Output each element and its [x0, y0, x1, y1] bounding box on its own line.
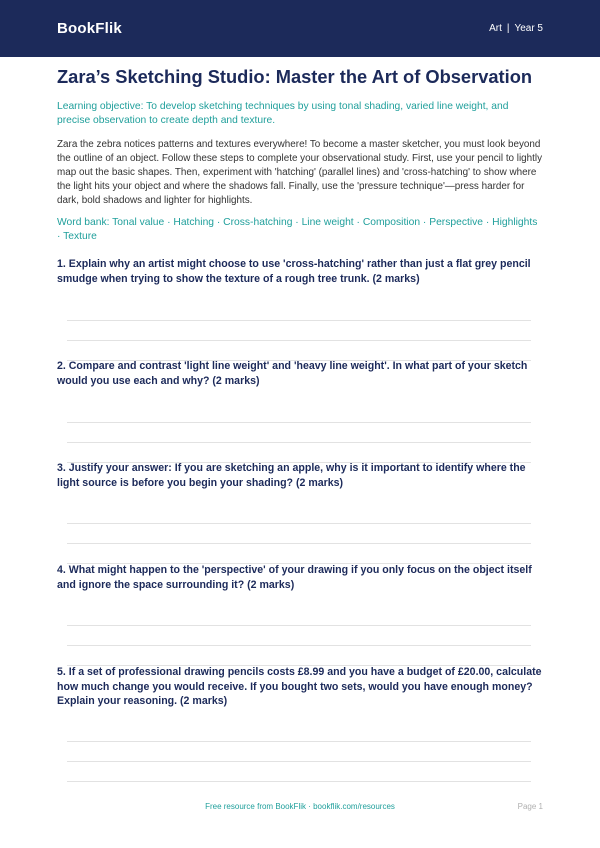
- answer-line[interactable]: [67, 645, 531, 646]
- year-label: Year 5: [514, 23, 543, 34]
- question-4: 4. What might happen to the 'perspective' of your drawing if you only focus on the object itself and ignore the space surrounding it? (2 marks): [57, 564, 532, 591]
- answer-line[interactable]: [67, 741, 531, 742]
- brand-logo: BookFlik: [57, 20, 122, 37]
- page-number: Page 1: [517, 802, 543, 811]
- page-title: Zara’s Sketching Studio: Master the Art of Observation: [57, 66, 533, 87]
- meta-separator: |: [506, 23, 510, 34]
- answer-line[interactable]: [67, 543, 531, 544]
- subject-meta: [489, 23, 543, 34]
- answer-line[interactable]: [67, 761, 531, 762]
- intro-paragraph: Zara the zebra notices patterns and textures everywhere! To become a master sketcher, you must look beyond the outline of an object. Follow these steps to complete your observational study. First, use your pencil to lightly map out the basic shapes. Then, experiment with 'hatching' (parallel lines) and 'cross-hatching' to show where the light hits your object and where the shadows fall. Finally, use the 'pressure technique'—press harder for dark, bold shadows and lighter for highlights.: [57, 139, 543, 207]
- worksheet-intro: [57, 64, 543, 244]
- header-bar: [0, 0, 600, 57]
- footer-resource-link[interactable]: Free resource from BookFlik · bookflik.com/resources: [205, 802, 395, 811]
- answer-line[interactable]: [67, 442, 531, 443]
- footer: [0, 802, 600, 814]
- answer-line[interactable]: [67, 340, 531, 341]
- answer-line[interactable]: [67, 625, 531, 626]
- question-5: 5. If a set of professional drawing pencils costs £8.99 and you have a budget of £20.00, calculate how much change you would receive. If you bought two sets, would you have enough money? Explain your reasoning. (2 marks): [57, 666, 542, 707]
- learning-objective: Learning objective: To develop sketching techniques by using tonal shading, varied line weight, and precise observation to create depth and texture.: [57, 101, 509, 126]
- answer-line[interactable]: [67, 523, 531, 524]
- subject-label: Art: [489, 23, 502, 34]
- answer-line[interactable]: [67, 320, 531, 321]
- question-3: 3. Justify your answer: If you are sketching an apple, why is it important to identify where the light source is before you begin your shading? (2 marks): [57, 462, 526, 489]
- answer-line[interactable]: [67, 781, 531, 782]
- question-2: 2. Compare and contrast 'light line weight' and 'heavy line weight'. In what part of your sketch would you use each and why? (2 marks): [57, 360, 528, 387]
- question-1: 1. Explain why an artist might choose to use 'cross-hatching' rather than just a flat grey pencil smudge when trying to show the texture of a rough tree trunk. (2 marks): [57, 258, 531, 285]
- word-bank: Word bank: Tonal value · Hatching · Cross-hatching · Line weight · Composition · Perspective · Highlights · Texture: [57, 217, 538, 243]
- answer-line[interactable]: [67, 422, 531, 423]
